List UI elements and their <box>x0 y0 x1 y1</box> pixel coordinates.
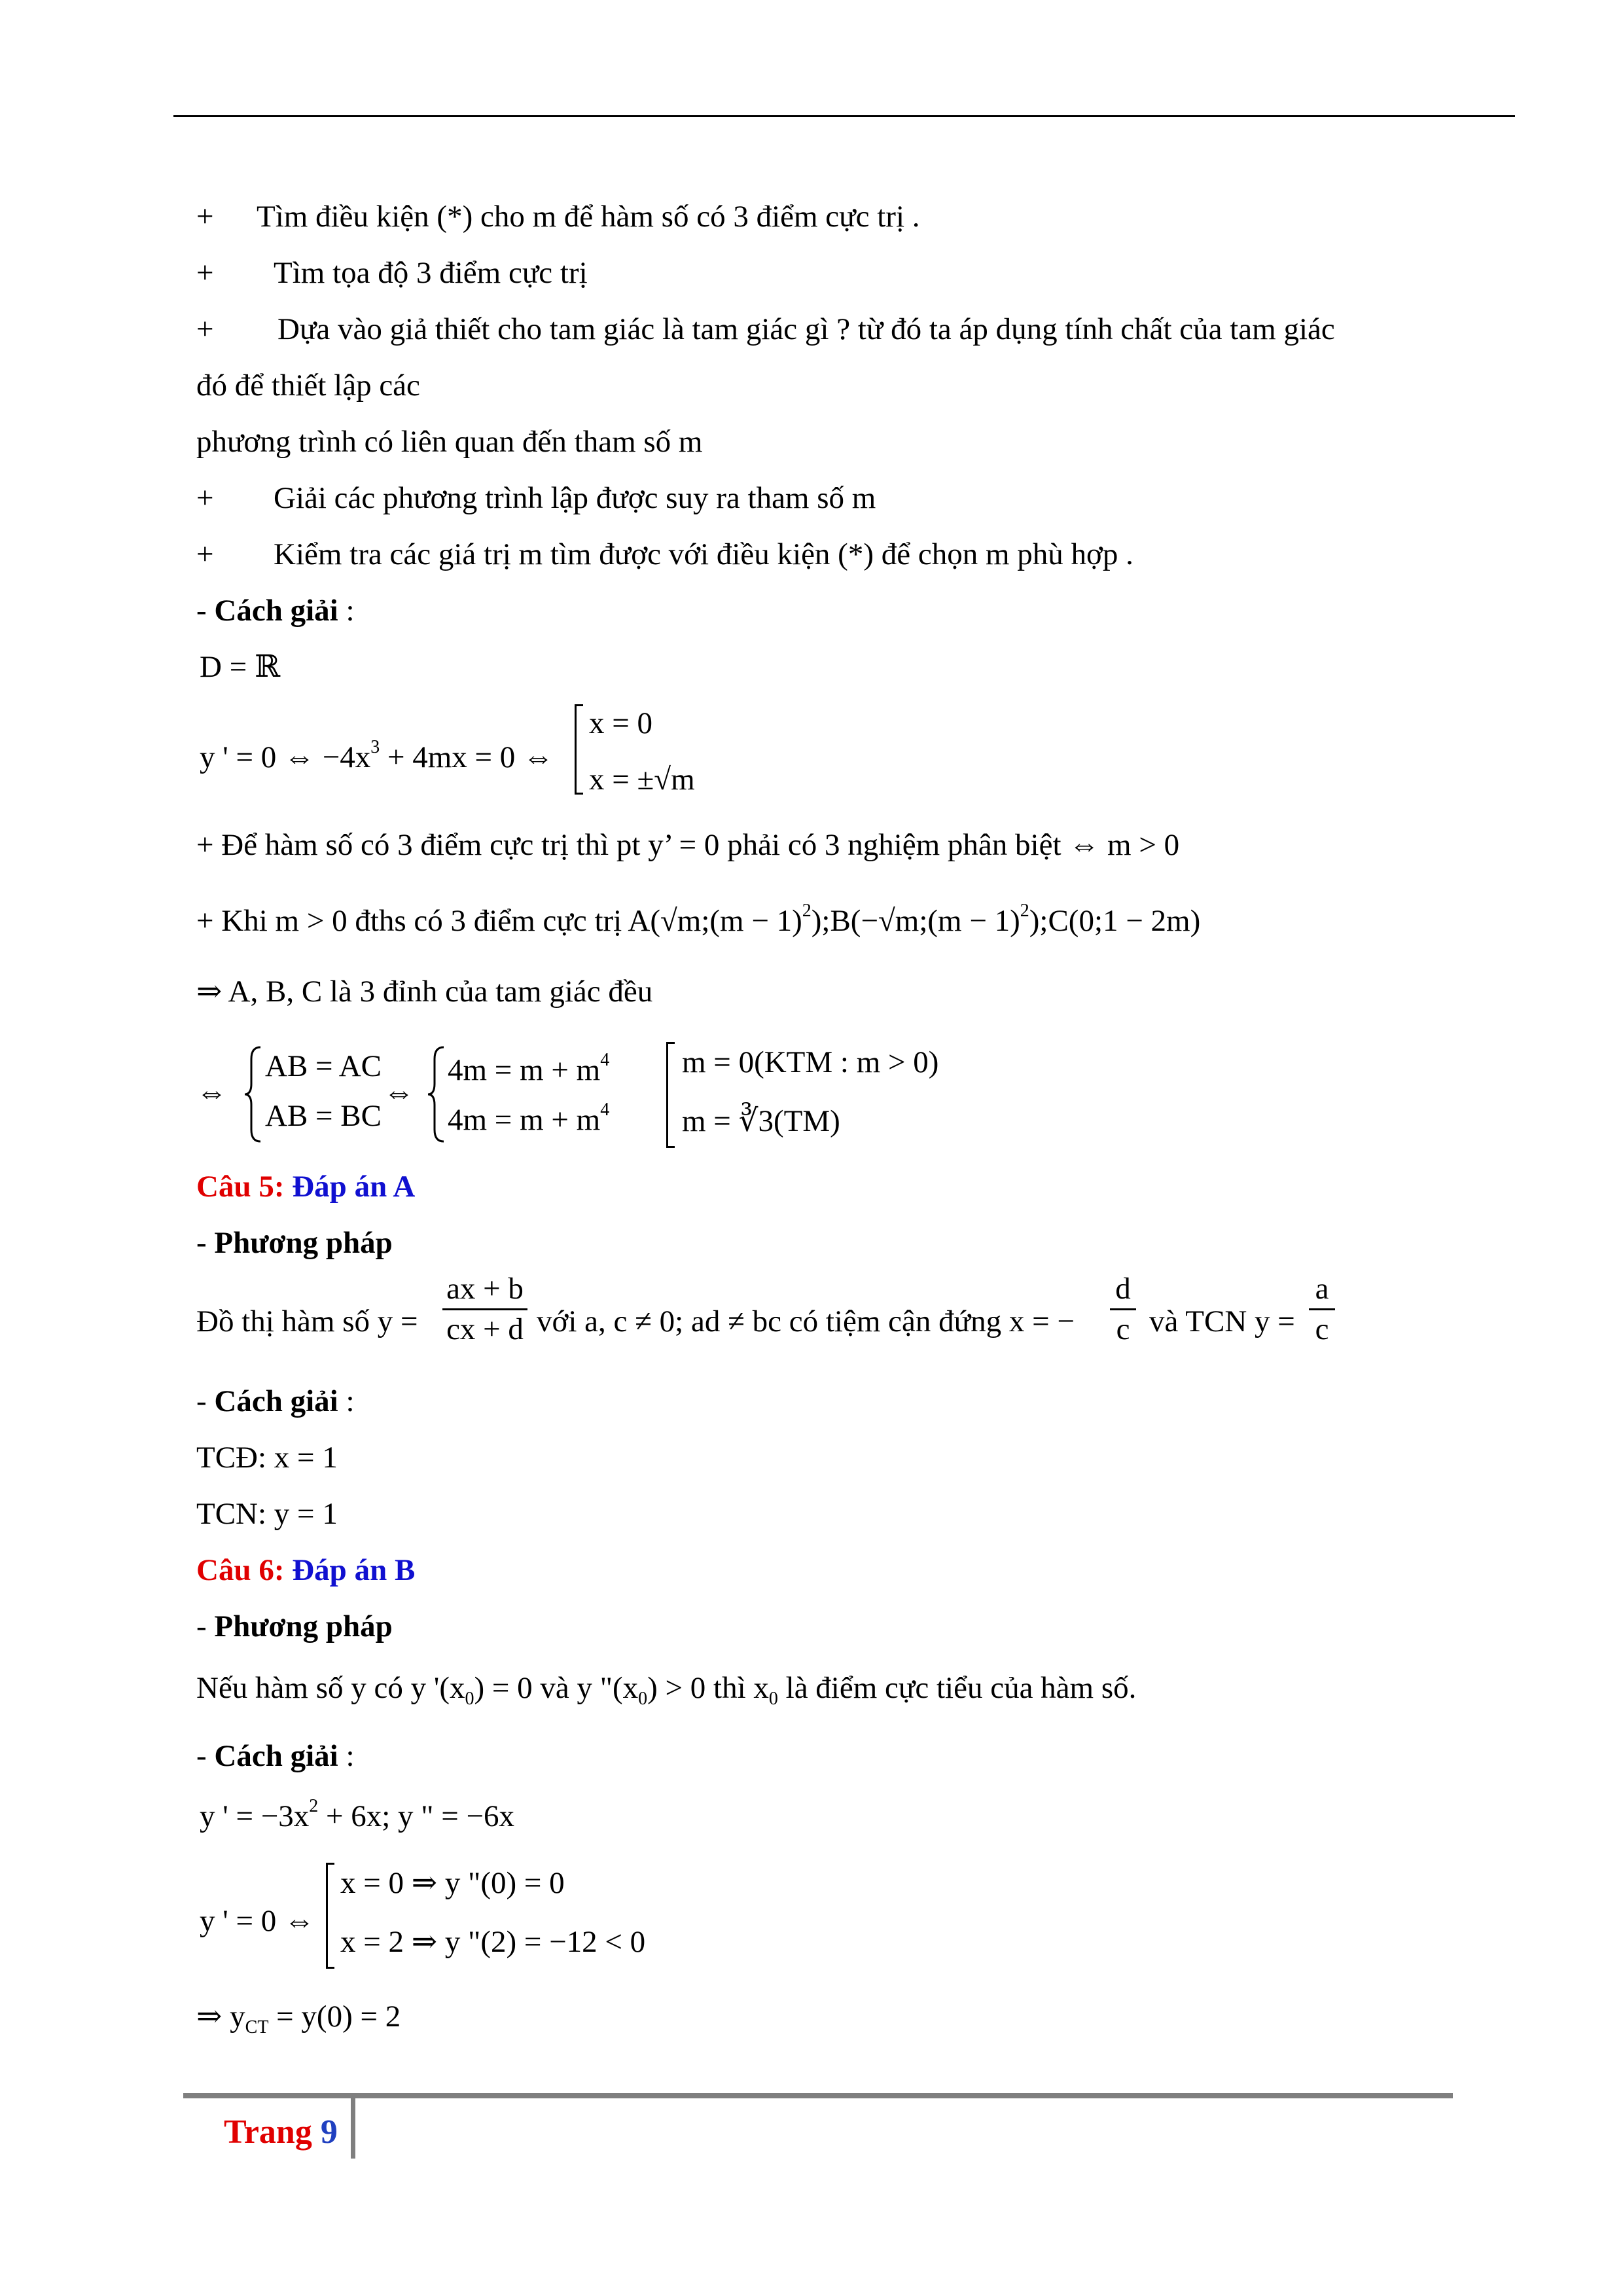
case-x-zero: x = 0 <box>589 706 653 740</box>
system-ab-ac: AB = AC <box>265 1049 382 1083</box>
domain-line: D = ℝ <box>200 650 281 684</box>
q5-horizontal-asymptote-fraction: a c <box>1309 1274 1335 1345</box>
footer-separator <box>351 2098 355 2159</box>
case-bracket <box>575 704 583 795</box>
header-rule <box>173 115 1515 117</box>
step-4-bullet: + <box>196 481 214 515</box>
step-3-bullet: + <box>196 312 214 346</box>
q5-asymptote-text-b: với a, c ≠ 0; ad ≠ bc có tiệm cận đứng x = − <box>537 1304 1075 1338</box>
step-1-bullet: + <box>196 200 214 234</box>
q5-vertical-asymptote: TCĐ: x = 1 <box>196 1441 338 1475</box>
q5-asymptote-text-c: và TCN y = <box>1149 1304 1295 1338</box>
system-brace-1 <box>243 1046 263 1143</box>
q5-function-fraction: ax + b cx + d <box>442 1274 527 1345</box>
derivative-equation: y ' = 0 ⇔ $-4x^3 + 4mx = 0$ ⇔ <box>200 737 554 774</box>
system-ab-bc: AB = BC <box>265 1099 382 1133</box>
q6-method-heading: - Phương pháp <box>196 1609 393 1643</box>
q6-result: ⇒ $y_{CT} = y(0) = 2$ <box>196 2000 401 2037</box>
system-brace-2 <box>427 1046 446 1143</box>
question-5-heading: Câu 5: Đáp án A <box>196 1170 416 1204</box>
q5-horizontal-asymptote: TCN: y = 1 <box>196 1497 338 1531</box>
step-3-continuation-1: đó để thiết lập các <box>196 368 420 403</box>
q5-vertical-asymptote-fraction: d c <box>1110 1274 1136 1345</box>
question-6-heading: Câu 6: Đáp án B <box>196 1553 416 1587</box>
step-3-continuation-2: phương trình có liên quan đến tham số m <box>196 425 703 459</box>
page-number: Trang 9 <box>224 2113 338 2151</box>
q5-asymptote-text-a: Đồ thị hàm số y = <box>196 1304 418 1338</box>
step-1-text: Tìm điều kiện (*) cho m để hàm số có 3 điểm cực trị . <box>257 200 920 234</box>
q6-case-bracket <box>326 1863 334 1969</box>
q6-derivative-zero: y ' = 0 ⇔ <box>200 1904 315 1938</box>
system-iff-1: ⇔ <box>196 1075 227 1109</box>
q5-method-heading: - Phương pháp <box>196 1226 393 1260</box>
q6-case-x2: x = 2 ⇒ y "(2) = −12 < 0 <box>340 1925 646 1959</box>
equation-4m-1: $4m = m + m^4$ <box>448 1050 610 1087</box>
step-5-text: Kiểm tra các giá trị m tìm được với điều kiện (*) để chọn m phù hợp . <box>274 537 1133 571</box>
condition-line: + Để hàm số có 3 điểm cực trị thì pt y’ = 0 phải có 3 nghiệm phân biệt ⇔ m > 0 <box>196 828 1180 862</box>
q6-solution-heading: - Cách giải : <box>196 1739 355 1773</box>
case-x-sqrt-m: x = ±√m <box>589 762 695 797</box>
q5-solution-heading: - Cách giải : <box>196 1384 355 1418</box>
extrema-points-line: + Khi m > 0 đths có 3 điểm cực trị A(√m;(m − 1)$^2$);B(−√m;(m − 1)$^2$);C(0;1 − 2m) <box>196 901 1201 938</box>
solution-heading: - Cách giải : <box>196 594 355 628</box>
step-3-text: Dựa vào giả thiết cho tam giác là tam giác gì ? từ đó ta áp dụng tính chất của tam giác <box>277 312 1335 346</box>
result-bracket <box>666 1042 675 1148</box>
step-2-text: Tìm tọa độ 3 điểm cực trị <box>274 256 588 290</box>
equilateral-line: ⇒ A, B, C là 3 đỉnh của tam giác đều <box>196 975 653 1009</box>
result-m-zero: m = 0(KTM : m > 0) <box>682 1045 939 1079</box>
equation-4m-2: $4m = m + m^4$ <box>448 1100 610 1137</box>
q6-min-rule: Nếu hàm số y có y '$(x_0) = 0$ và y "$(x_0) > 0$ thì $x_0$ là điểm cực tiểu của hàm số. <box>196 1671 1137 1709</box>
q6-derivatives: y ' = $-3x^2 + 6x$; y " = −6x <box>200 1796 514 1833</box>
q6-case-x0: x = 0 ⇒ y "(0) = 0 <box>340 1866 565 1900</box>
step-4-text: Giải các phương trình lập được suy ra tham số m <box>274 481 876 515</box>
system-iff-2: ⇔ <box>383 1075 414 1109</box>
result-m-cuberoot: m = ∛3(TM) <box>682 1104 840 1138</box>
step-5-bullet: + <box>196 537 214 571</box>
step-2-bullet: + <box>196 256 214 290</box>
footer-rule <box>183 2093 1453 2098</box>
